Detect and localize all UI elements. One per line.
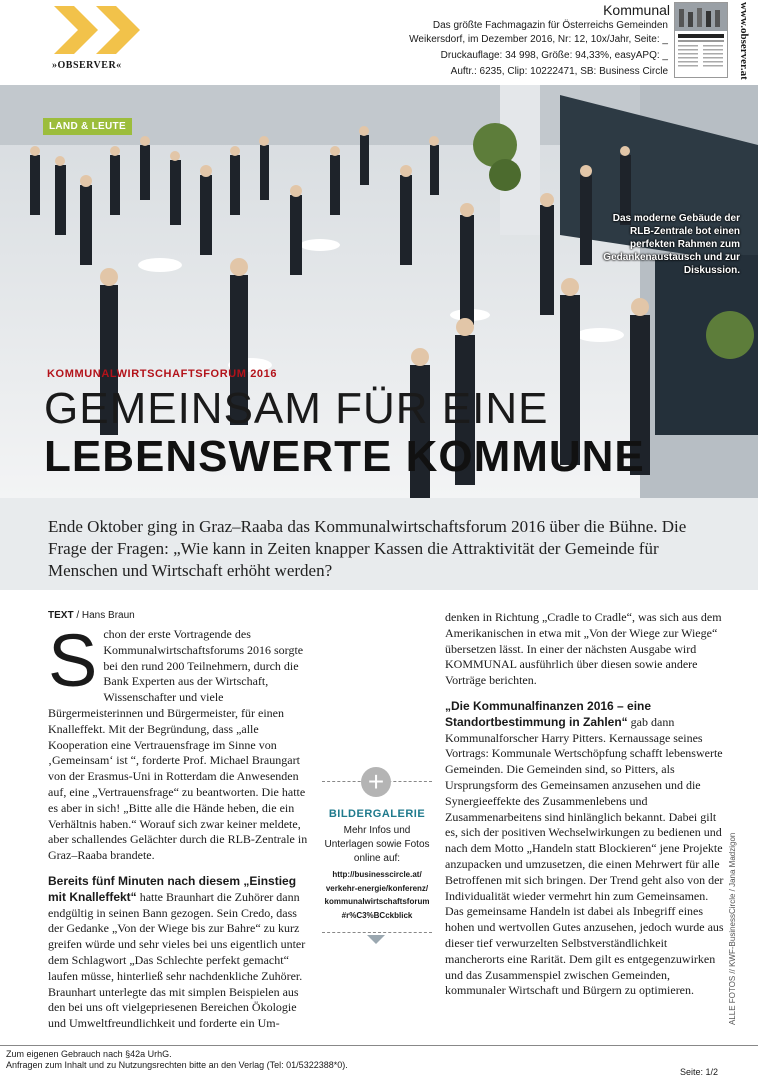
page-thumbnail	[674, 2, 728, 78]
article-kicker: KOMMUNALWIRTSCHAFTSFORUM 2016	[47, 368, 278, 380]
headline-line-2: LEBENSWERTE KOMMUNE	[44, 432, 645, 481]
paragraph-2-text: hatte Braunhart die Zuhörer dann endgültig in seinen Bann gezogen. Sein Credo, dass der Gedanke „Von der Wiege bis zur Bahre“ zu kurz greifen würde und sehr vieles bei uns eigentlich unter dem Schlagwort „Das Schlechte perfekt gemacht“ laufen müsse, hinterließ sehr nachdenkliche Zuhörer. Braunhart unterlegte das mit simplen Beispielen aus den bei uns oft vielgepriesenen Bereichen Ökologie und Umweltfreundlichkeit und forderte ein Um-	[48, 889, 306, 1031]
sidebar-divider-bottom	[322, 932, 432, 933]
footer-copyright: Zum eigenen Gebrauch nach §42a UrhG.	[6, 1049, 172, 1059]
gallery-link-line-4[interactable]: #r%C3%BCckblick	[341, 910, 413, 920]
gallery-link-line-1[interactable]: http://businesscircle.at/	[332, 870, 422, 879]
paragraph-4-text: gab dann Kommunalforscher Harry Pitters. Kernaussage seines Vortrags: Kommunale Wertschöpfung schafft lebenswerte Gemeinden. Die Gemeinden sind, so Pitters, als Ursprungsform des Gemeinsamen anzusehen und die Synergieeffekte des Zusammenlebens und Zusammenarbeitens sind hinlänglich bekannt. Dabei gilt es, sich der positiven Wechselwirkungen zu bedienen und nach dem Motto „Handeln statt Blockieren“ jene Projekte anzupacken und umzusetzen, die einen Mehrwert für alle Betroffenen mit sich bringen. Der Trend geht also von der Individualität wieder vermehrt hin zum Gemeinsamen. Das gemeinsame Handeln ist dabei als Inbegriff eines hohen und wertvollen Gutes anzusehen, jedoch wurde aus dieser tief verwurzelten Selbstverständlichkeit mancherorts eine Rarität. Dem gilt es entgegenzuwirken und das Zusammenspiel zwischen Gemeinden, kommunaler Wirtschaft und Bürgern zu optimieren.	[445, 714, 724, 998]
byline-author: / Hans Braun	[73, 610, 135, 621]
paragraph-4-lead-in: „Die Kommunalfinanzen 2016 – eine Standortbestimmung in Zahlen“	[445, 698, 652, 729]
observer-logo	[52, 4, 162, 56]
page-number: Seite: 1/2	[680, 1067, 719, 1077]
circulation-info: Druckauflage: 34 998, Größe: 94,33%, easyAPQ: _	[440, 50, 668, 61]
article-column-2	[445, 610, 725, 999]
gallery-link[interactable]	[318, 868, 436, 922]
paragraph-1: chon der erste Vortragende des Kommunalwirtschaftsforums 2016 sorgte bei den rund 200 Teilnehmern, durch die Bank Experten aus der Wirtschaft, Wissenschafter und viele Bürgermeisterinnen und Bürgermeister, für einen Knalleffekt. Mit der Begründung, dass „alle Kooperation eine Vertrauensfrage im Sinne von ‚Gemeinsam‘ ist “, forderte Prof. Michael Braungart von der Erasmus-Uni in Rotterdam die Anwesenden auf, eine „Vertrauensfrage“ zu beantworten. Die hatte es aber in sich! „Bitte alle die Hände heben, die ein Verhältnis haben.“ Worauf sich zwar keiner meldete, aber schallendes Gelächter durch die RLB-Zentrale in Graz–Raaba brandete.	[48, 627, 308, 863]
gallery-link-line-2[interactable]: verkehr-energie/konferenz/	[325, 883, 429, 893]
section-tag: LAND & LEUTE	[43, 118, 132, 135]
issue-info: Weikersdorf, im Dezember 2016, Nr: 12, 10x/Jahr, Seite: _	[409, 34, 668, 45]
footer-contact: Anfragen zum Inhalt und zu Nutzungsrechten bitte an den Verlag (Tel: 01/5322388*0).	[6, 1060, 348, 1070]
gallery-link-line-3[interactable]: kommunalwirtschaftsforum	[324, 897, 430, 906]
photo-caption: Das moderne Gebäude der RLB-Zentrale bot einen perfekten Rahmen zum Gedankenaustausch und zur Diskussion.	[603, 213, 740, 276]
drop-cap: S	[48, 619, 98, 702]
publication-name: Kommunal	[603, 2, 670, 18]
footer-divider	[0, 1045, 758, 1046]
sidebar-title: BILDERGALERIE	[328, 808, 426, 820]
paragraph-2-lead-in: Bereits fünf Minuten nach diesem „Einstieg mit Knalleffekt“	[48, 873, 297, 904]
headline-line-1: GEMEINSAM FÜR EINE	[44, 384, 549, 433]
publication-tagline: Das größte Fachmagazin für Österreichs Gemeinden	[432, 20, 668, 31]
article-column-1	[48, 619, 310, 1032]
photo-credit: ALLE FOTOS // KWF-BusinessCircle / Jana Madzigon	[728, 832, 737, 1025]
order-info: Auftr.: 6235, Clip: 10222471, SB: Business Circle	[450, 66, 668, 77]
lead-text: Ende Oktober ging in Graz–Raaba das Kommunalwirtschaftsforum 2016 über die Bühne. Die Frage der Fragen: „Wie kann in Zeiten knapper Kassen die Attraktivität der Gemeinde für Menschen und Wirtschaft erhöht werden?	[48, 517, 687, 580]
plus-icon: +	[361, 767, 391, 797]
observer-url: www.observer.at	[738, 2, 750, 80]
paragraph-3: denken in Richtung „Cradle to Cradle“, was sich aus dem Amerikanischen in etwa mit „Von der Wiege zur Wiege“ übersetzen lässt. In einer der nächsten Ausgabe wird KOMMUNAL ausführlich über diesen sowie andere Vorträge berichten.	[445, 610, 722, 688]
triangle-down-icon	[367, 935, 385, 944]
byline-label: TEXT	[48, 610, 74, 621]
logo-text: »OBSERVER«	[52, 60, 122, 71]
sidebar-text: Mehr Infos und Unterlagen sowie Fotos online auf:	[324, 825, 430, 864]
